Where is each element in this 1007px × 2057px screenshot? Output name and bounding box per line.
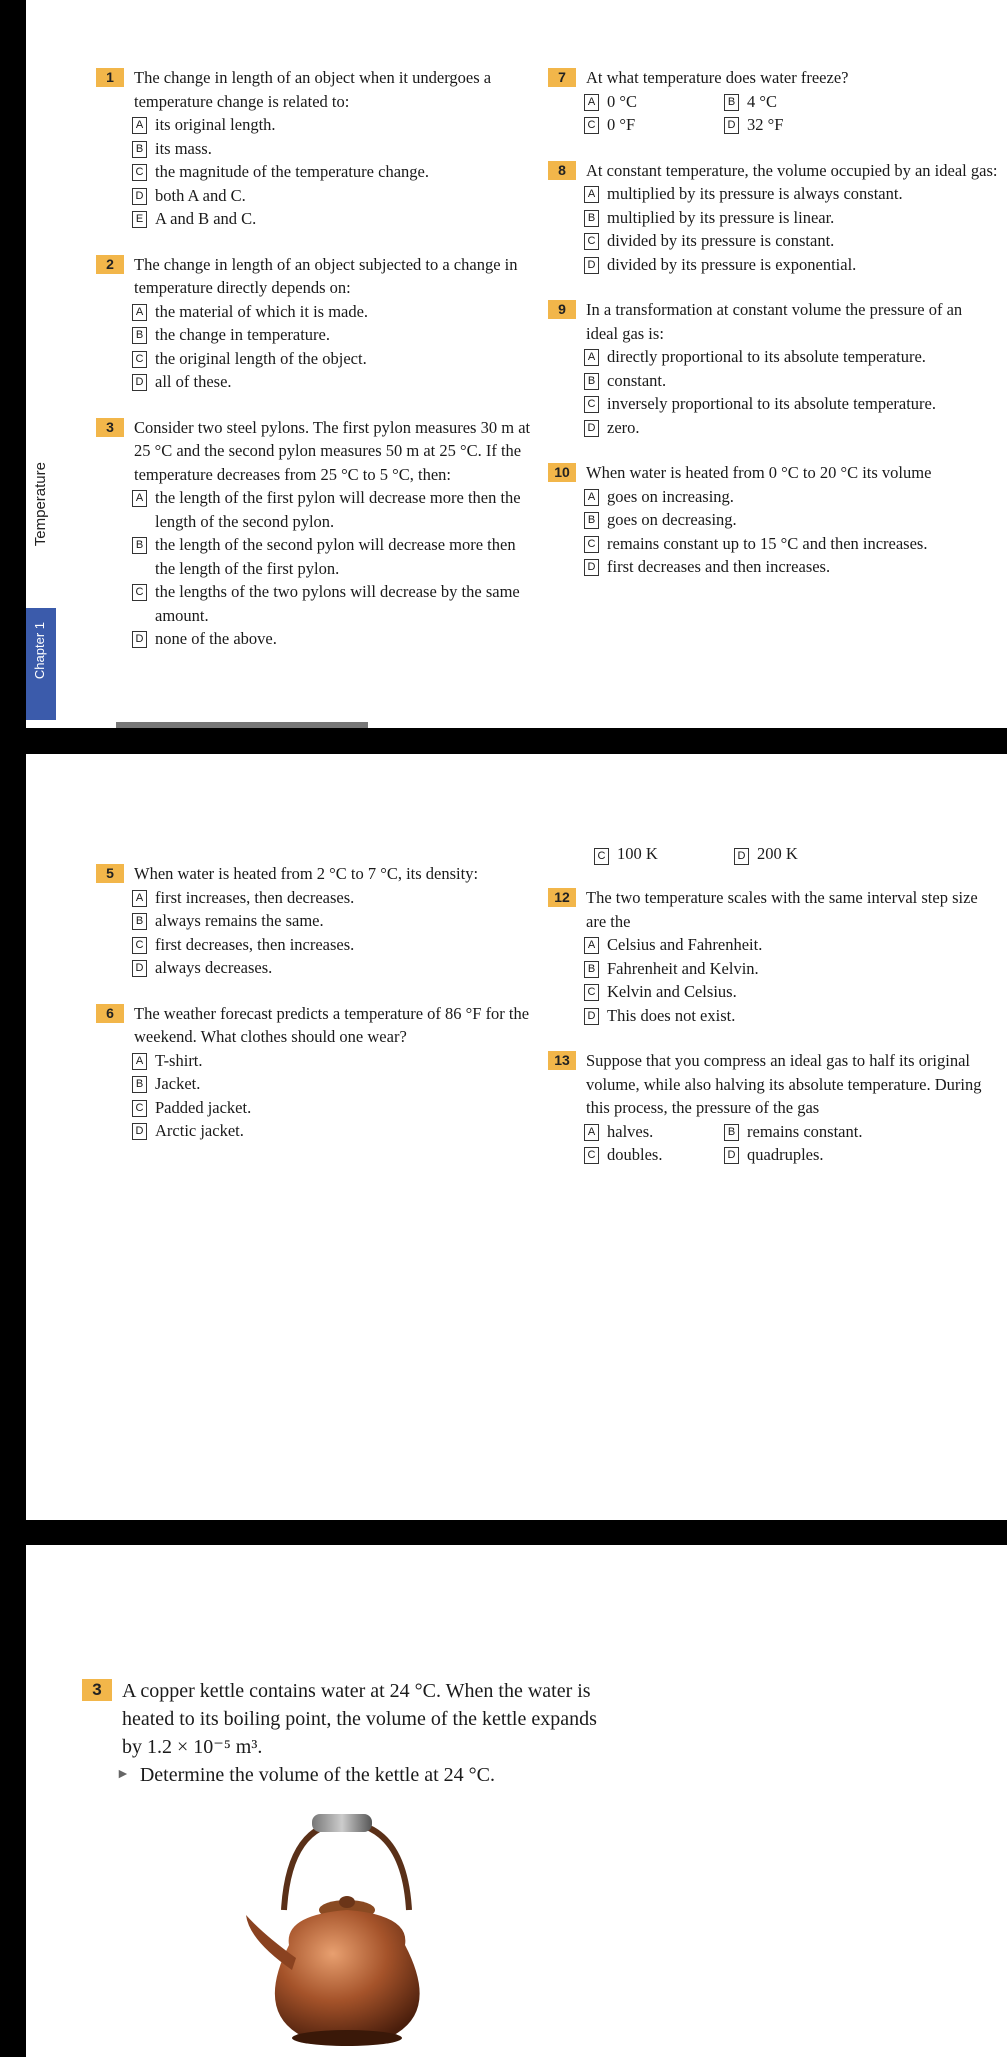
question-text: The change in length of an object subjected to a change in temperature directly depends on: [134,254,518,297]
answer-option-c [96,933,536,957]
option-letter: A [584,1124,599,1141]
option-grid-row [548,113,998,137]
answer-option-a [584,90,724,114]
question-number: 12 [548,888,576,907]
answer-option-a [548,345,998,369]
question-text: The two temperature scales with the same interval step size are the [586,888,978,931]
option-text: its mass. [155,138,212,158]
option-text: 0 °C [607,91,637,111]
option-grid-row [548,1143,998,1167]
option-text: Fahrenheit and Kelvin. [607,958,759,978]
option-text: 0 °F [607,115,636,134]
question-number: 6 [96,1004,124,1023]
option-letter: A [132,890,147,907]
option-letter: C [584,536,599,553]
answer-option-d [548,555,998,579]
page-panel-2 [26,754,1007,1520]
answer-option-b [548,957,998,981]
option-letter: B [132,141,147,158]
option-letter: A [132,1053,147,1070]
chapter-label: Chapter 1 [32,622,47,680]
exercise-task: Determine the volume of the kettle at 24 °C. [139,1764,495,1786]
answer-option-c [96,347,536,371]
chapter-tab [26,608,56,720]
answer-option-b [96,909,536,933]
exercise-number: 3 [82,1679,112,1701]
question-13 [548,1049,998,1167]
question-text: At what temperature does water freeze? [586,68,849,87]
question-number: 7 [548,68,576,87]
answer-option-e [96,207,536,231]
answer-option-c [548,392,998,416]
question-text: At constant temperature, the volume occupied by an ideal gas: [586,160,998,180]
option-text: first decreases, then increases. [155,934,355,954]
answer-option-b [548,369,998,393]
option-letter: C [132,164,147,181]
question-number: 5 [96,864,124,883]
question-3 [96,416,536,651]
answer-option-d [96,184,536,208]
option-text: A and B and C. [155,209,257,228]
option-letter: D [734,848,749,865]
option-letter: A [584,186,599,203]
option-text: always remains the same. [155,911,324,930]
answer-option-b [96,137,536,161]
answer-option-c [548,532,998,556]
exercise [82,1677,602,1789]
option-letter: D [724,117,739,134]
option-letter: A [132,490,147,507]
option-text: both A and C. [155,185,246,205]
option-grid-row [548,1120,998,1144]
answer-option-d [96,627,536,651]
option-text: the magnitude of the temperature change. [155,162,429,181]
option-letter: D [132,374,147,391]
cut-options-row [594,844,798,865]
option-text: remains constant. [747,1121,863,1141]
option-letter: A [132,117,147,134]
answer-option-c [548,980,998,1004]
option-letter: B [724,94,739,111]
question-5 [96,862,536,980]
answer-option-c [548,229,998,253]
option-letter: C [132,937,147,954]
question-2 [96,253,536,394]
answer-option-b [96,1072,536,1096]
answer-option-a [96,1049,536,1073]
answer-option-b [548,206,998,230]
question-7 [548,66,998,137]
cut-option [734,844,798,865]
option-text: divided by its pressure is constant. [607,231,835,250]
option-text: remains constant up to 15 °C and then increases. [607,533,928,553]
question-number: 9 [548,300,576,319]
option-letter: D [584,559,599,576]
option-letter: C [132,351,147,368]
option-letter: D [132,1123,147,1140]
option-text: quadruples. [747,1145,824,1164]
option-text: Arctic jacket. [155,1121,244,1140]
option-text: Jacket. [155,1074,201,1093]
option-letter: A [584,489,599,506]
option-text: constant. [607,370,667,390]
answer-option-b [724,1120,864,1144]
option-letter: C [584,396,599,413]
option-letter: D [132,631,147,648]
option-text: all of these. [155,372,232,391]
question-6 [96,1002,536,1143]
answer-option-a [584,1120,724,1144]
answer-option-a [548,182,998,206]
question-number: 8 [548,161,576,180]
option-letter: C [132,584,147,601]
option-text: inversely proportional to its absolute temperature. [607,394,936,413]
page-panel-1 [26,0,1007,728]
option-text: 32 °F [747,115,784,134]
option-text: Padded jacket. [155,1097,252,1117]
option-letter: A [584,937,599,954]
question-number: 2 [96,255,124,274]
question-12 [548,886,998,1027]
option-letter: E [132,211,147,228]
option-letter: D [584,420,599,437]
question-8 [548,159,998,277]
option-text: Kelvin and Celsius. [607,982,737,1001]
question-text: Suppose that you compress an ideal gas to half its original volume, while also halving its absolute temperature. During this process, the pressure of the gas [586,1051,982,1117]
option-letter: B [584,961,599,978]
option-letter: C [584,1147,599,1164]
option-letter: D [584,1008,599,1025]
question-10 [548,461,998,579]
option-letter: B [584,512,599,529]
option-grid-row [548,90,998,114]
option-text: 4 °C [747,91,777,111]
answer-option-c [584,1143,724,1167]
option-letter: A [132,304,147,321]
option-letter: B [132,913,147,930]
answer-option-d [548,253,998,277]
option-text: 200 K [757,844,798,863]
section-label: Temperature [32,462,49,547]
copper-kettle-image [244,1810,454,2055]
question-number: 10 [548,463,576,482]
option-text: directly proportional to its absolute temperature. [607,347,926,366]
answer-option-b [96,323,536,347]
option-text: the original length of the object. [155,348,367,368]
option-text: the length of the first pylon will decrease more then the length of the second pylon. [155,488,521,531]
answer-option-b [724,90,864,114]
option-text: 100 K [617,844,658,863]
option-letter: B [132,327,147,344]
option-text: divided by its pressure is exponential. [607,254,857,274]
question-text: In a transformation at constant volume the pressure of an ideal gas is: [586,300,963,343]
question-text: When water is heated from 2 °C to 7 °C, its density: [134,864,479,883]
cut-text-line [116,722,536,728]
question-text: The weather forecast predicts a temperature of 86 °F for the weekend. What clothes should one wear? [134,1003,530,1046]
option-text: Celsius and Fahrenheit. [607,935,763,954]
option-letter: C [584,984,599,1001]
answer-option-d [724,113,864,137]
option-text: its original length. [155,115,276,134]
option-text: goes on decreasing. [607,510,737,529]
answer-option-d [548,1004,998,1028]
page-panel-3 [26,1545,1007,2057]
option-letter: B [724,1124,739,1141]
option-letter: C [594,848,609,865]
question-number: 1 [96,68,124,87]
answer-option-d [724,1143,864,1167]
option-letter: C [584,117,599,134]
answer-option-c [584,113,724,137]
cut-option [594,844,734,865]
option-text: none of the above. [155,629,277,648]
answer-option-d [96,1119,536,1143]
option-text: the lengths of the two pylons will decrease by the same amount. [155,582,520,625]
option-text: first increases, then decreases. [155,887,355,907]
left-column [96,862,536,1165]
option-text: This does not exist. [607,1005,736,1025]
answer-option-a [96,113,536,137]
answer-option-c [96,1096,536,1120]
option-letter: B [132,537,147,554]
option-text: goes on increasing. [607,486,734,506]
answer-option-a [96,486,536,533]
question-9 [548,298,998,439]
answer-option-c [96,160,536,184]
question-number: 3 [96,418,124,437]
option-text: doubles. [607,1145,663,1164]
question-1 [96,66,536,231]
answer-option-b [548,508,998,532]
option-letter: B [584,373,599,390]
question-text: The change in length of an object when it undergoes a temperature change is related to: [134,68,492,111]
option-text: halves. [607,1121,654,1141]
answer-option-b [96,533,536,580]
option-letter: D [132,960,147,977]
answer-option-a [548,485,998,509]
right-column [548,886,998,1189]
option-letter: C [584,233,599,250]
option-letter: D [132,188,147,205]
arrow-icon: ► [116,1767,130,1782]
option-text: T-shirt. [155,1050,203,1070]
question-text: Consider two steel pylons. The first pylon measures 30 m at 25 °C and the second pylon measures 50 m at 25 °C. If the temperature decreases from 25 °C to 5 °C, then: [134,417,531,484]
answer-option-d [548,416,998,440]
option-text: first decreases and then increases. [607,557,831,576]
question-number: 13 [548,1051,576,1070]
answer-option-a [96,300,536,324]
option-text: zero. [607,417,640,437]
answer-option-d [96,956,536,980]
option-letter: D [724,1147,739,1164]
right-column [548,66,998,601]
option-text: always decreases. [155,958,273,977]
option-text: the material of which it is made. [155,301,369,321]
option-letter: A [584,349,599,366]
option-letter: C [132,1100,147,1117]
left-column [96,66,536,673]
option-text: multiplied by its pressure is linear. [607,207,835,227]
option-letter: B [584,210,599,227]
answer-option-a [96,886,536,910]
chapter-sidebar [26,430,66,728]
exercise-text: A copper kettle contains water at 24 °C. When the water is heated to its boiling point, the volume of the kettle expands by 1.2 × 10⁻⁵ m³. [122,1680,597,1758]
option-letter: B [132,1076,147,1093]
option-text: multiplied by its pressure is always constant. [607,184,903,203]
answer-option-c [96,580,536,627]
option-letter: A [584,94,599,111]
option-text: the change in temperature. [155,325,330,344]
answer-option-d [96,370,536,394]
question-text: When water is heated from 0 °C to 20 °C its volume [586,463,932,482]
option-letter: D [584,257,599,274]
option-text: the length of the second pylon will decrease more then the length of the first pylon. [155,535,516,578]
answer-option-a [548,933,998,957]
